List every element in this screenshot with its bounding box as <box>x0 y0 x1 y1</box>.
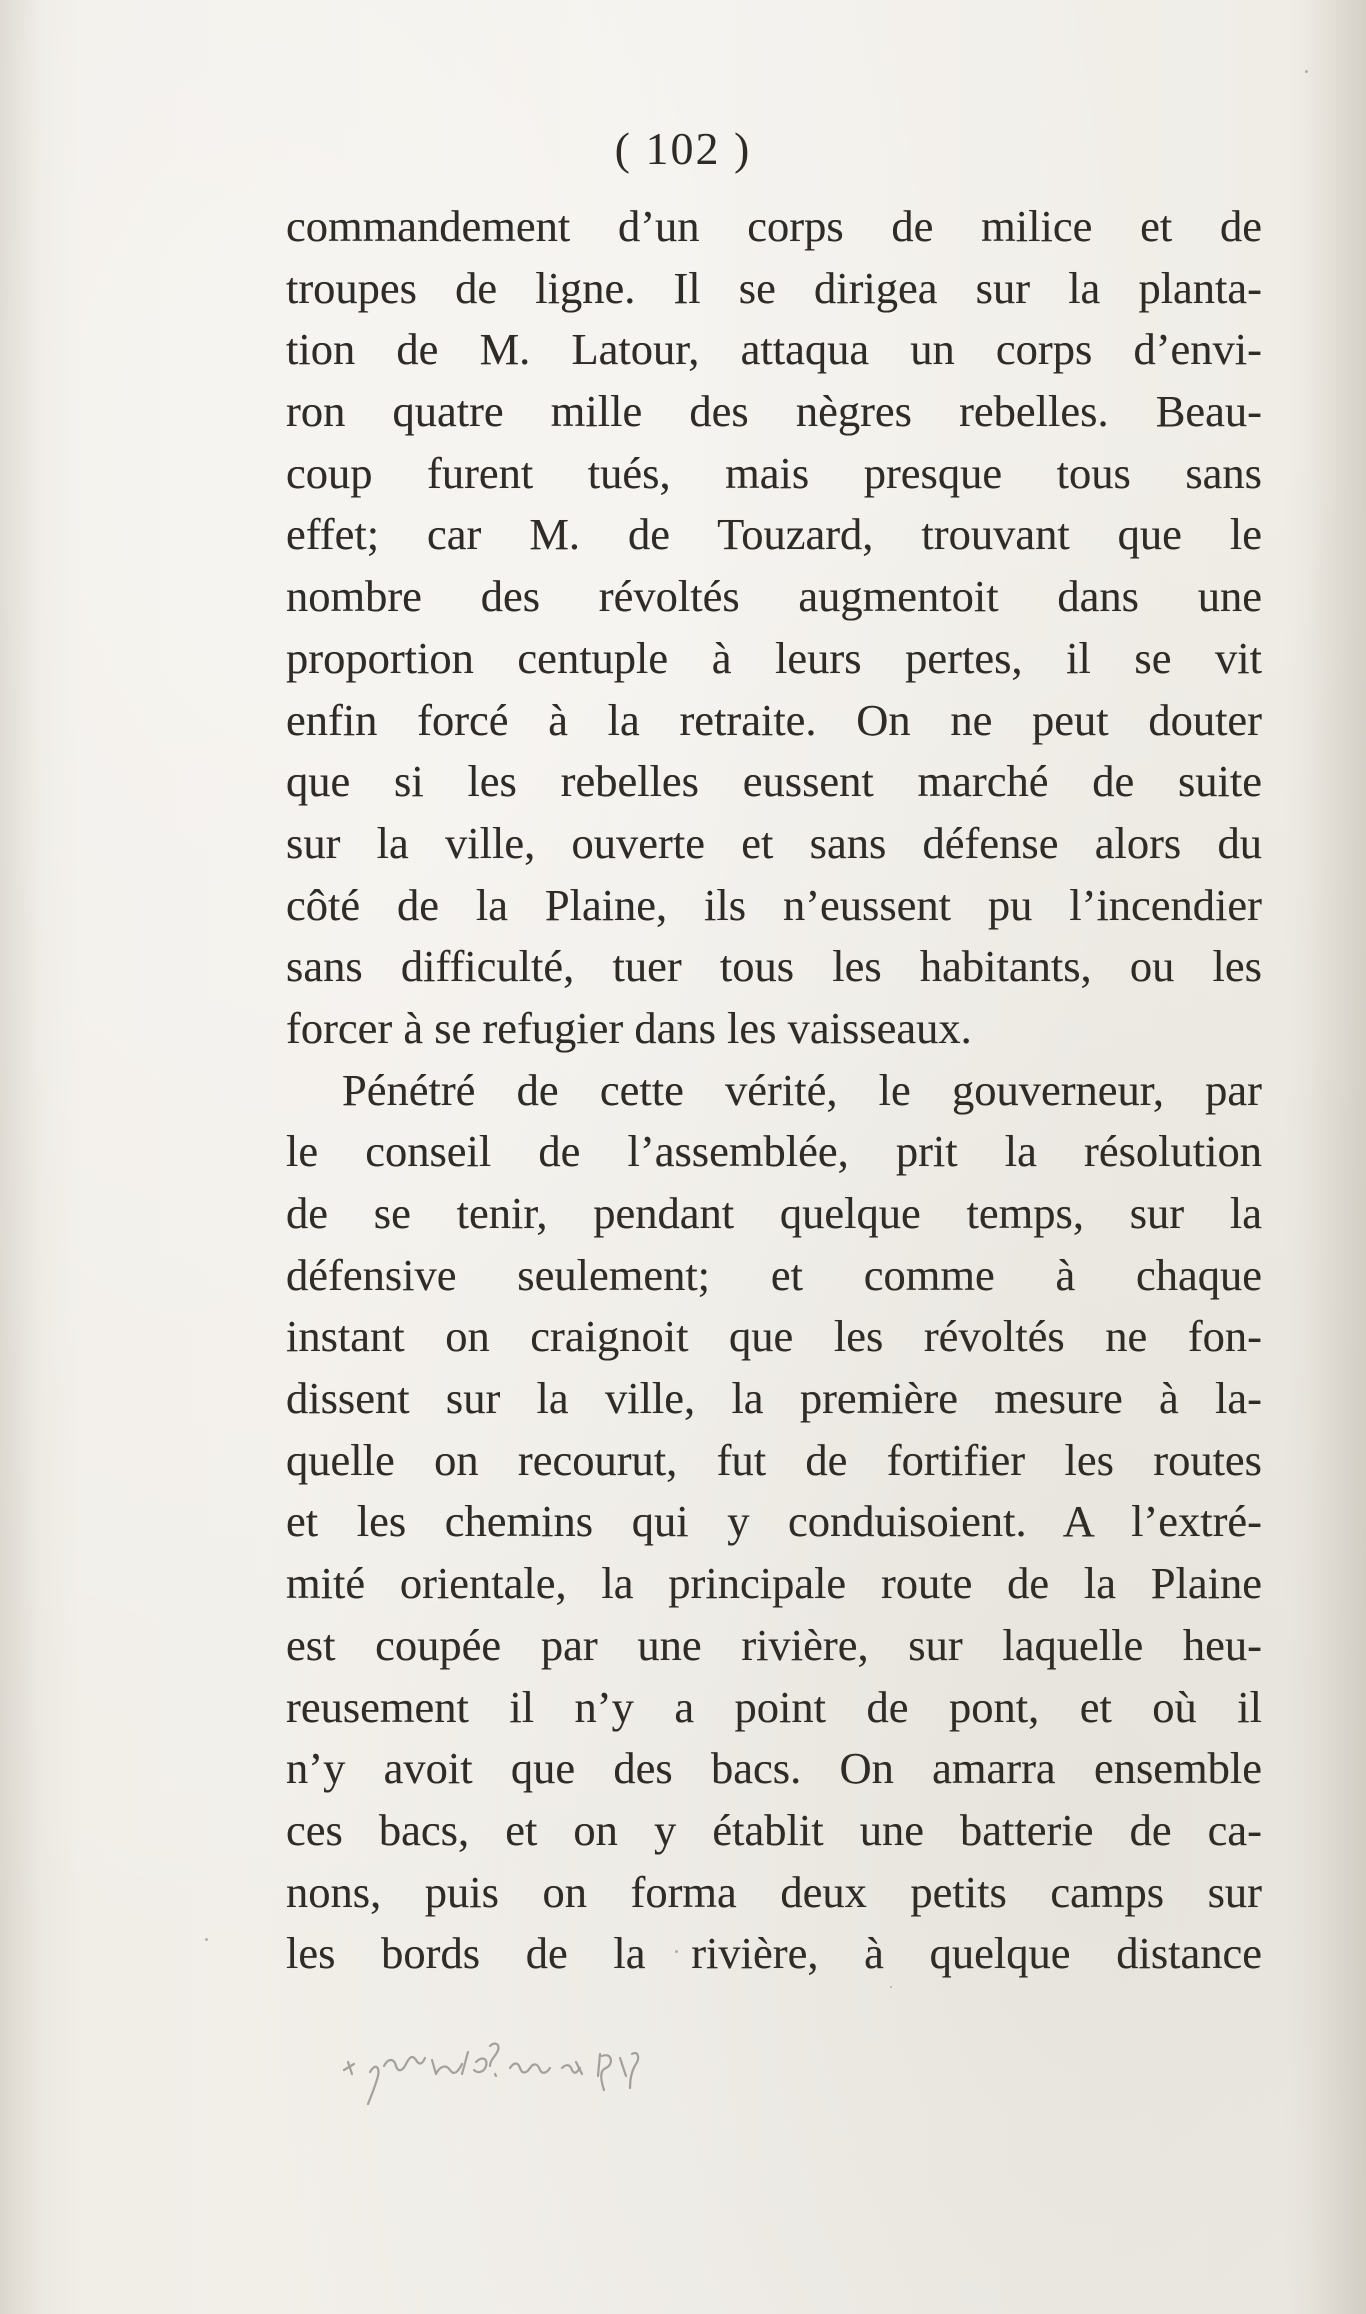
text-line: effet; car M. de Touzard, trouvant que le <box>286 509 1262 560</box>
paper-speck <box>890 1986 892 1988</box>
text-line: ron quatre mille des nègres rebelles. Beau- <box>286 386 1262 437</box>
paper-speck <box>205 1938 208 1941</box>
body-text <box>286 196 1286 1985</box>
paper-speck <box>1305 70 1308 73</box>
handwritten-annotation-scribble <box>340 2032 740 2122</box>
text-line: ces bacs, et on y établit une batterie de ca- <box>286 1804 1262 1855</box>
paragraph-start-line: Pénétré de cette vérité, le gouverneur, par <box>342 1064 1262 1115</box>
text-line: nombre des révoltés augmentoit dans une <box>286 571 1262 622</box>
text-line: quelle on recourut, fut de fortifier les routes <box>286 1434 1262 1485</box>
text-line: proportion centuple à leurs pertes, il se vit <box>286 632 1262 683</box>
text-line: troupes de ligne. Il se dirigea sur la planta- <box>286 262 1262 313</box>
page-shadow-left <box>0 0 40 2314</box>
text-line: et les chemins qui y conduisoient. A l’extré- <box>286 1496 1262 1547</box>
text-line: reusement il n’y a point de pont, et où il <box>286 1681 1262 1732</box>
text-line: de se tenir, pendant quelque temps, sur la <box>286 1188 1262 1238</box>
text-line: côté de la Plaine, ils n’eussent pu l’incendier <box>286 879 1262 930</box>
page-shadow-right <box>1306 0 1366 2314</box>
text-line: que si les rebelles eussent marché de suite <box>286 756 1262 807</box>
text-line: sans difficulté, tuer tous les habitants, ou les <box>286 941 1262 992</box>
handwritten-annotation <box>340 2032 740 2122</box>
text-line: dissent sur la ville, la première mesure à la- <box>286 1373 1262 1424</box>
text-line: coup furent tués, mais presque tous sans <box>286 447 1262 498</box>
page-number: ( 102 ) <box>614 123 752 174</box>
text-line: enfin forcé à la retraite. On ne peut douter <box>286 694 1262 745</box>
paragraph-end-line: forcer à se refugier dans les vaisseaux. <box>286 1002 972 1053</box>
text-line: sur la ville, ouverte et sans défense alors du <box>286 817 1262 868</box>
text-line: n’y avoit que des bacs. On amarra ensemble <box>286 1743 1262 1794</box>
text-line: nons, puis on forma deux petits camps sur <box>286 1866 1262 1917</box>
text-line: commandement d’un corps de milice et de <box>286 201 1262 251</box>
paper-speck <box>675 1950 678 1953</box>
text-line: tion de M. Latour, attaqua un corps d’envi- <box>286 324 1262 375</box>
text-line: instant on craignoit que les révoltés ne fon- <box>286 1311 1262 1362</box>
text-line: défensive seulement; et comme à chaque <box>286 1249 1262 1300</box>
text-line: est coupée par une rivière, sur laquelle heu- <box>286 1619 1262 1670</box>
text-line: le conseil de l’assemblée, prit la résolution <box>286 1126 1262 1177</box>
text-line: mité orientale, la principale route de la Plaine <box>286 1558 1262 1609</box>
text-line: les bords de la rivière, à quelque distance <box>286 1928 1262 1979</box>
